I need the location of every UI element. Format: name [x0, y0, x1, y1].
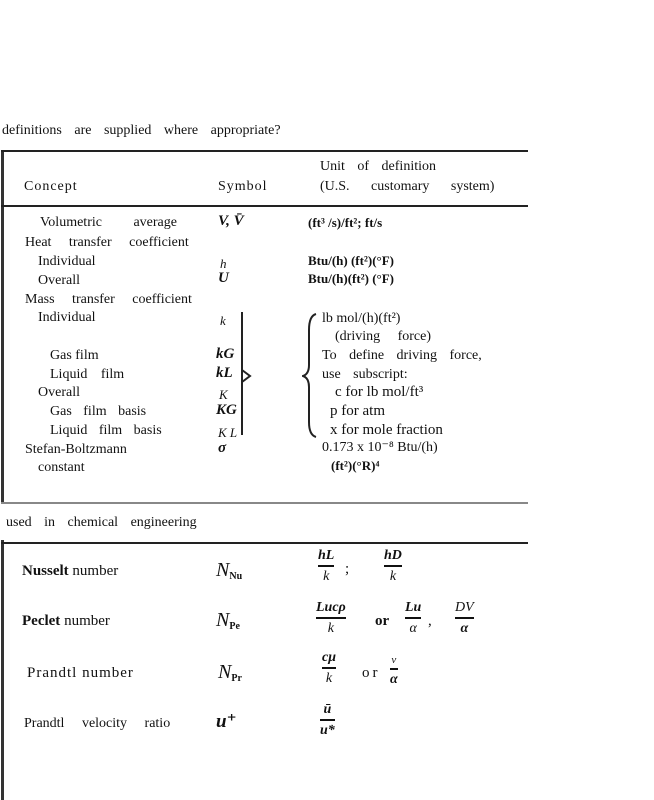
- nusselt-symbol: $N_{Nu}$: [216, 559, 243, 582]
- left-brace-icon: [302, 310, 322, 440]
- prandtl-symbol: $N_{Pr}$: [218, 661, 242, 684]
- peclet-label: Peclet number: [22, 613, 110, 629]
- table1-top-rule: [1, 150, 528, 152]
- concept-liquid-film-basis: Liquid film basis: [50, 423, 162, 438]
- table2-left-border: [1, 540, 4, 800]
- prandtl-velocity-symbol: u⁺: [216, 711, 237, 732]
- table1-header-rule: [1, 205, 528, 207]
- concept-gas-film: Gas film: [50, 348, 99, 363]
- nusselt-separator: ;: [345, 561, 350, 577]
- header-concept: Concept: [24, 179, 78, 194]
- peclet-or: or: [375, 613, 390, 629]
- concept-heat-header: Heat transfer coefficient: [25, 235, 189, 250]
- prandtl-or: or: [362, 665, 381, 681]
- unit-volumetric: (ft³ /s)/ft²; ft/s: [308, 215, 383, 230]
- unit-stefan-constant: (ft²)(°R)⁴: [331, 458, 380, 473]
- peclet-symbol: $N_{Pe}$: [216, 609, 240, 632]
- peclet-fraction-3: DV α: [455, 600, 474, 636]
- nusselt-fraction-2: hD k: [384, 548, 402, 584]
- symbol-liquid-film-basis: K L: [218, 425, 238, 440]
- peclet-fraction-1: Lucρ k: [316, 600, 346, 636]
- unit-gas-film: To define driving force,: [322, 348, 482, 363]
- prandtl-label: Prandtl number: [27, 665, 134, 681]
- concept-stefan-constant: constant: [38, 460, 85, 475]
- unit-mass-individual: lb mol/(h)(ft²): [322, 311, 401, 326]
- unit-driving-force: (driving force): [335, 329, 432, 344]
- unit-liquid-film: use subscript:: [322, 367, 408, 382]
- concept-mass-header: Mass transfer coefficient: [25, 292, 192, 307]
- unit-stefan: 0.173 x 10⁻⁸ Btu/(h): [322, 440, 438, 455]
- peclet-comma: ,: [428, 613, 432, 629]
- unit-liquid-film-basis: x for mole fraction: [330, 422, 443, 438]
- symbol-heat-individual: h: [220, 256, 227, 271]
- symbol-mass-individual: k: [220, 313, 226, 328]
- concept-gas-film-basis: Gas film basis: [50, 404, 147, 419]
- prandtl-fraction-2: ν α: [390, 654, 398, 687]
- right-brace-icon: [236, 310, 256, 440]
- symbol-gas-film: kG: [216, 346, 235, 362]
- nusselt-label: Nusselt number: [22, 563, 119, 579]
- unit-heat-individual: Btu/(h) (ft²)(°F): [308, 253, 394, 268]
- symbol-mass-overall: K: [219, 387, 228, 402]
- unit-heat-overall: Btu/(h)(ft²) (°F): [308, 271, 394, 286]
- concept-stefan: Stefan-Boltzmann: [25, 442, 127, 457]
- symbol-heat-overall: U: [218, 270, 229, 286]
- unit-gas-film-basis: p for atm: [330, 403, 385, 419]
- prandtl-velocity-fraction: ū u*: [320, 702, 335, 738]
- nusselt-fraction-1: hL k: [318, 548, 335, 584]
- header-symbol: Symbol: [218, 179, 268, 194]
- intro-line: definitions are supplied where appropriate?: [2, 123, 281, 138]
- prandtl-velocity-label: Prandtl velocity ratio: [24, 716, 171, 731]
- unit-mass-overall: c for lb mol/ft³: [335, 384, 424, 400]
- symbol-gas-film-basis: KG: [216, 402, 237, 418]
- caption-table2: used in chemical engineering: [6, 515, 197, 530]
- concept-heat-overall: Overall: [38, 273, 80, 288]
- header-unit-line2: (U.S. customary system): [320, 179, 495, 194]
- symbol-liquid-film: kL: [216, 365, 233, 381]
- symbol-stefan: σ: [218, 440, 227, 456]
- concept-volumetric: Volumetric average: [40, 215, 177, 230]
- table2-top-rule: [1, 542, 528, 544]
- concept-mass-overall: Overall: [38, 385, 80, 400]
- prandtl-fraction-1: cμ k: [322, 650, 336, 686]
- concept-mass-individual: Individual: [38, 310, 96, 325]
- concept-heat-individual: Individual: [38, 254, 96, 269]
- table1-left-border: [1, 150, 4, 502]
- concept-liquid-film: Liquid film: [50, 367, 125, 382]
- symbol-volumetric: V, V̄: [218, 213, 244, 229]
- peclet-fraction-2: Lu α: [405, 600, 422, 636]
- header-unit-line1: Unit of definition: [320, 159, 436, 174]
- table1-bottom-rule: [1, 502, 528, 504]
